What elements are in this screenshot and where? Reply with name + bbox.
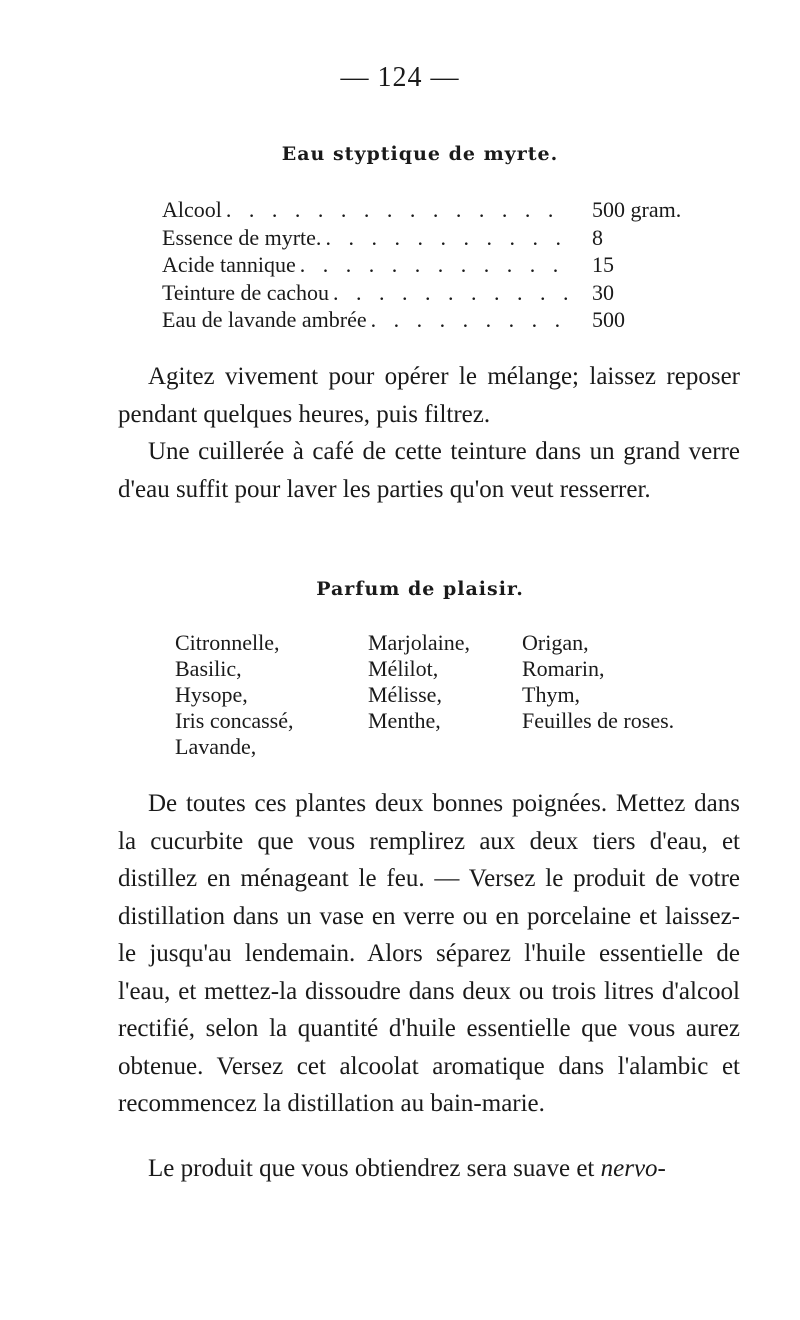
paragraph-mixing: Agitez vivement pour opérer le mélange; laissez reposer pendant quelques heures, puis filtrez. (118, 363, 740, 428)
herb-item: Mélilot, (368, 656, 439, 681)
paragraph-product-italic: nervo- (600, 1155, 666, 1182)
ingredient-name: Alcool (162, 197, 222, 222)
ingredient-row (162, 224, 722, 252)
ingredient-quantity: 500 gram. (592, 197, 682, 222)
ingredient-row (162, 251, 722, 279)
herb-item: Iris concassé, (175, 708, 294, 733)
ingredient-name: Teinture de cachou (162, 279, 330, 305)
ingredient-name: Acide tannique (162, 252, 296, 277)
paragraph-usage: Une cuillerée à café de cette teinture dans un grand verre d'eau suffit pour laver les parties qu'on veut resserrer. (118, 438, 740, 503)
herb-item: Citronnelle, (175, 630, 280, 655)
ingredient-name: Essence de myrte. (162, 224, 322, 250)
ingredient-name: Eau de lavande ambrée (162, 307, 367, 332)
herb-column (522, 630, 674, 734)
ingredient-quantity: 8 (592, 224, 603, 250)
page-number: — 124 — (340, 62, 460, 93)
dot-leader (321, 224, 570, 252)
herb-column (175, 630, 294, 760)
herb-item: Feuilles de roses. (522, 708, 675, 733)
herb-item: Menthe, (368, 708, 441, 733)
ingredient-row (162, 279, 722, 307)
paragraph-distillation: De toutes ces plantes deux bonnes poignées. Mettez dans la cucurbite que vous remplirez aux deux tiers d'eau, et distillez en ménageant le feu. — Versez le produit de votre distillation dans un vase en verre ou en porcelaine et laissez-le jusqu'au lendemain. Alors séparez l'huile essentielle de l'eau, et mettez-la dissoudre dans deux ou trois litres d'alcool rectifié, selon la quantité d'huile essentielle que vous aurez obtenue. Versez cet alcoolat aromatique dans l'alambic et recommencez la distillation au bain-marie. (118, 790, 740, 1117)
paragraph-product (118, 1150, 740, 1188)
dot-leader (222, 196, 570, 224)
herb-item: Basilic, (175, 656, 242, 681)
herb-item: Origan, (522, 630, 589, 655)
ingredient-quantity: 30 (592, 279, 614, 305)
dot-leader (367, 306, 570, 334)
section-title-parfum: Parfum de plaisir. (316, 578, 524, 600)
herb-item: Romarin, (522, 656, 605, 681)
dot-leader (329, 279, 570, 307)
herb-item: Hysope, (175, 682, 248, 707)
dot-leader (296, 251, 570, 279)
herb-item: Thym, (522, 682, 581, 707)
section-title-myrte: Eau styptique de myrte. (281, 143, 559, 165)
paragraph-product-text: Le produit que vous obtiendrez sera suave et (148, 1155, 595, 1182)
ingredient-quantity: 500 (592, 307, 625, 332)
ingredient-row (162, 306, 722, 334)
herb-column (368, 630, 470, 734)
herb-item: Lavande, (175, 734, 257, 759)
ingredient-list (162, 196, 722, 334)
herb-item: Marjolaine, (368, 630, 471, 655)
ingredient-row (162, 196, 722, 224)
ingredient-quantity: 15 (592, 252, 614, 277)
herb-item: Mélisse, (368, 682, 442, 707)
